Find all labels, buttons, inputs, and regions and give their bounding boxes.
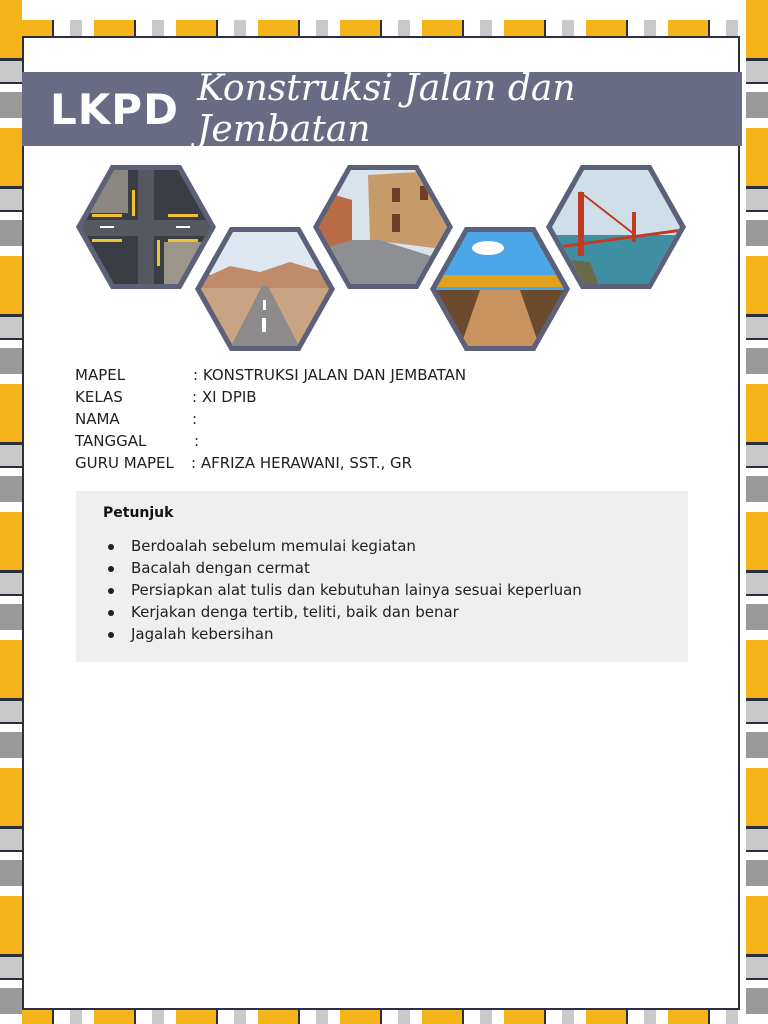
bullet-icon [108, 632, 114, 638]
list-item: Persiapkan alat tulis dan kebutuhan lainya sesuai keperluan [103, 579, 582, 601]
field-label: MAPEL [75, 366, 126, 384]
decorative-border-left [0, 0, 22, 1024]
info-row-tanggal [75, 432, 695, 454]
bullet-icon [108, 610, 114, 616]
field-label: NAMA [75, 410, 120, 428]
info-row-kelas [75, 388, 695, 410]
decorative-border-top [0, 0, 768, 36]
field-value: : XI DPIB [192, 388, 257, 406]
title-bar [22, 68, 742, 150]
list-item: Kerjakan denga tertib, teliti, baik dan benar [103, 601, 582, 623]
field-label: TANGGAL [75, 432, 147, 450]
identity-fields [75, 366, 695, 476]
decorative-border-bottom [0, 1010, 768, 1024]
info-row-mapel [75, 366, 695, 388]
document-subtitle: Konstruksi Jalan dan Jembatan [196, 68, 576, 150]
instructions-list [103, 535, 582, 645]
field-value: : [194, 432, 200, 450]
info-row-nama [75, 410, 695, 432]
info-row-guru-mapel [75, 454, 695, 476]
decorative-border-right [746, 0, 768, 1024]
field-value: : AFRIZA HERAWANI, SST., GR [191, 454, 413, 472]
instructions-panel [76, 491, 688, 662]
bullet-icon [108, 544, 114, 550]
field-value: : KONSTRUKSI JALAN DAN JEMBATAN [193, 366, 467, 384]
field-value: : [192, 410, 198, 428]
document-code: LKPD [50, 84, 179, 134]
list-item: Berdoalah sebelum memulai kegiatan [103, 535, 582, 557]
instructions-title: Petunjuk [103, 505, 174, 521]
field-label: GURU MAPEL [75, 454, 174, 472]
field-label: KELAS [75, 388, 123, 406]
list-item: Jagalah kebersihan [103, 623, 582, 645]
list-item: Bacalah dengan cermat [103, 557, 582, 579]
bullet-icon [108, 588, 114, 594]
bullet-icon [108, 566, 114, 572]
